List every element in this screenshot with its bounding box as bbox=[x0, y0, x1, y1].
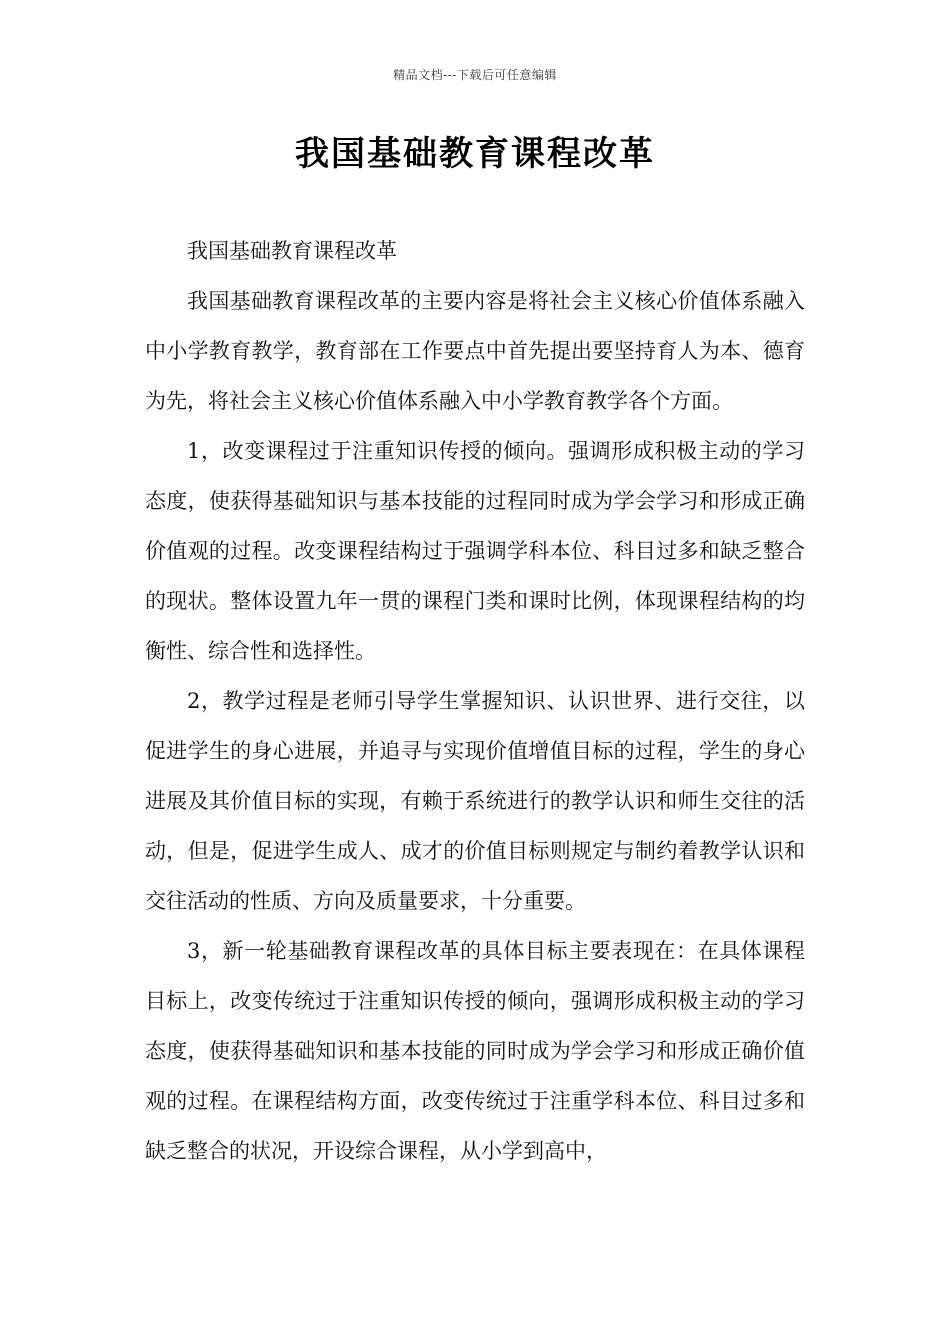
document-body bbox=[145, 226, 805, 1176]
paragraph-point-2: 2，教学过程是老师引导学生掌握知识、认识世界、进行交往，以促进学生的身心进展，并追寻与实现价值增值目标的过程，学生的身心进展及其价值目标的实现，有赖于系统进行的教学认识和师生交往的活动，但是，促进学生成人、成才的价值目标则规定与制约着教学认识和交往活动的性质、方向及质量要求，十分重要。 bbox=[145, 689, 805, 913]
paragraph-point-3: 3，新一轮基础教育课程改革的具体目标主要表现在：在具体课程目标上，改变传统过于注重知识传授的倾向，强调形成积极主动的学习态度，使获得基础知识和基本技能的同时成为学会学习和形成正确价值观的过程。在课程结构方面，改变传统过于注重学科本位、科目过多和缺乏整合的状况，开设综合课程，从小学到高中， bbox=[145, 939, 805, 1163]
paragraph-point-1: 1，改变课程过于注重知识传授的倾向。强调形成积极主动的学习态度，使获得基础知识与基本技能的过程同时成为学会学习和形成正确价值观的过程。改变课程结构过于强调学科本位、科目过多和缺乏整合的现状。整体设置九年一贯的课程门类和课时比例，体现课程结构的均衡性、综合性和选择性。 bbox=[145, 439, 805, 663]
document-title: 我国基础教育课程改革 bbox=[295, 134, 655, 174]
header-note: 精品文档---下载后可任意编辑 bbox=[393, 68, 557, 82]
paragraph-intro: 我国基础教育课程改革的主要内容是将社会主义核心价值体系融入中小学教育教学，教育部在工作要点中首先提出要坚持育人为本、德育为先，将社会主义核心价值体系融入中小学教育教学各个方面。 bbox=[145, 289, 805, 413]
paragraph-subtitle: 我国基础教育课程改革 bbox=[187, 239, 397, 263]
